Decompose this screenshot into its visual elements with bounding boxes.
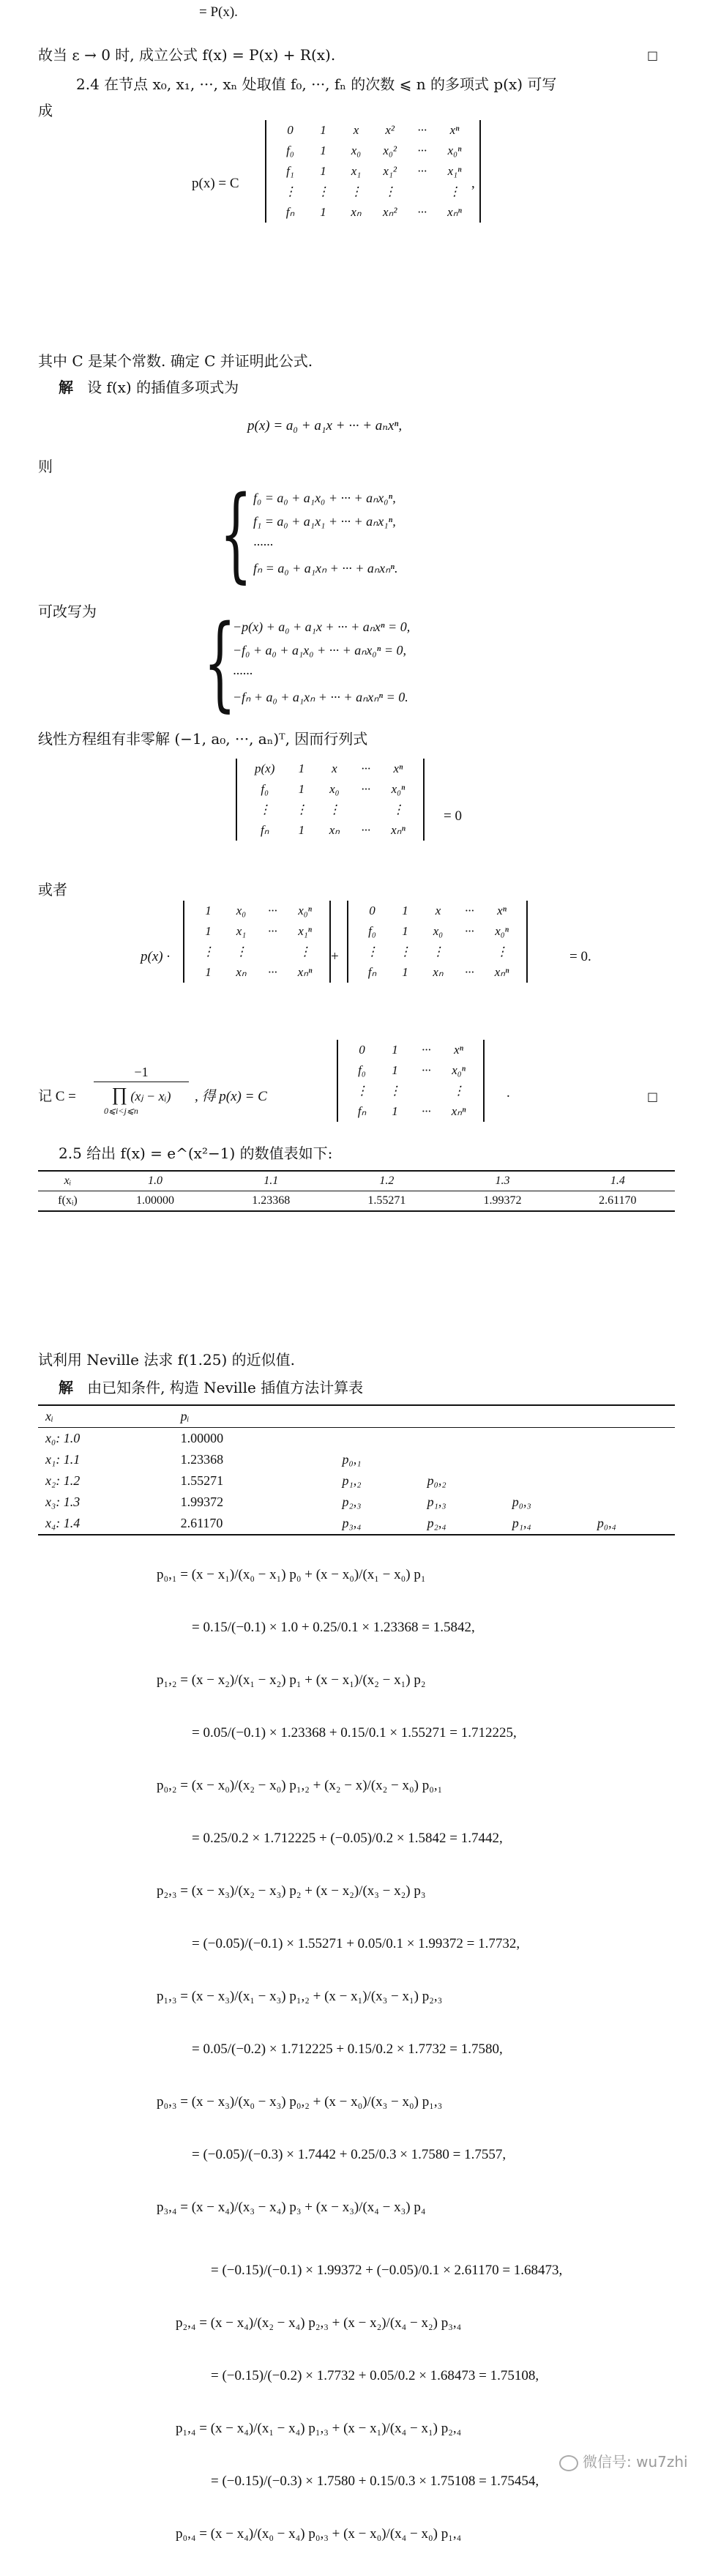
problem-2-5-ask: 试利用 Neville 法求 f(1.25) 的近似值. <box>38 1351 295 1369</box>
system-1-line: f₀ = a₀ + a₁x₀ + ··· + aₙx₀ⁿ, <box>253 491 396 505</box>
det-matrix-cell: ··· <box>361 782 371 796</box>
neville-calc-line: = 0.15/(−0.1) × 1.0 + 0.25/0.1 × 1.23368 = 1.5842, <box>192 1620 475 1635</box>
c-then: , 得 p(x) = C <box>195 1089 267 1104</box>
or1-matrix-cell: 1 <box>205 965 212 979</box>
neville-calc-1 <box>157 1564 520 2249</box>
left-brace-2: { <box>203 603 236 723</box>
c-matrix-cell: xₙⁿ <box>451 1104 466 1118</box>
neville-table-cell: x₃: 1.3 <box>45 1494 81 1509</box>
neville-calc-line: = (−0.15)/(−0.2) × 1.7732 + 0.05/0.2 × 1.68473 = 1.75108, <box>211 2368 539 2383</box>
neville-calc-line: p₁,₄ = (x − x₄)/(x₁ − x₄) p₁,₃ + (x − x₁)/(x₄ − x₁) p₂,₄ <box>176 2421 462 2436</box>
or2-matrix-row <box>356 962 519 983</box>
then-label: 则 <box>38 458 53 475</box>
neville-table <box>38 1404 675 1535</box>
or2-matrix-row <box>356 921 519 942</box>
or1-matrix-cell: x₀ⁿ <box>298 904 312 917</box>
det-matrix-row <box>244 779 416 800</box>
det-matrix-row <box>244 820 416 841</box>
det-matrix-cell: xₙ <box>329 823 340 837</box>
or2-matrix-cell: f₀ <box>368 924 376 938</box>
neville-calc-line: = 0.25/0.2 × 1.712225 + (−0.05)/0.2 × 1.5842 = 1.7442, <box>192 1831 503 1846</box>
p24-matrix-cell: x₀ⁿ <box>447 144 462 157</box>
c-matrix-row <box>345 1040 476 1060</box>
or2-matrix-cell: ⋮ <box>399 945 411 958</box>
neville-table-cell <box>420 1428 505 1450</box>
value-table-header: 1.4 <box>561 1171 675 1191</box>
neville-table-cell: p₀,₃ <box>512 1494 531 1509</box>
c-matrix-cell: ··· <box>422 1104 431 1118</box>
neville-table-row <box>38 1513 675 1535</box>
p24-matrix-row <box>274 182 472 202</box>
det-matrix-cell: ⋮ <box>258 803 272 816</box>
c-matrix <box>337 1040 485 1122</box>
or1-matrix-row <box>192 942 322 962</box>
p24-solution-line <box>59 376 710 398</box>
or2-matrix-cell: ⋮ <box>366 945 378 958</box>
or2-matrix-cell: ··· <box>465 965 474 979</box>
neville-table-cell <box>505 1449 590 1470</box>
system-2-line: −f₀ + a₀ + a₁x₀ + ··· + aₙx₀ⁿ = 0, <box>233 643 406 658</box>
p25-solution-line <box>59 1377 710 1399</box>
neville-table-cell: p₁,₄ <box>505 1513 590 1535</box>
or-eq-zero: = 0. <box>569 949 591 964</box>
det-zero-matrix <box>236 759 425 841</box>
neville-table-cell: x₁: 1.1 <box>45 1452 81 1467</box>
c-matrix-cell: ⋮ <box>389 1084 401 1098</box>
or2-matrix-cell: 1 <box>402 904 408 917</box>
p24-matrix-row <box>274 141 472 161</box>
or2-matrix-cell: xₙ <box>433 965 444 979</box>
c-matrix-cell: ⋮ <box>452 1084 466 1098</box>
system-2-line: ······ <box>233 666 253 681</box>
or2-matrix-cell: ⋮ <box>432 945 444 958</box>
neville-calc-line: p₀,₁ = (x − x₁)/(x₀ − x₁) p₀ + (x − x₀)/(x₁ − x₀) p₁ <box>157 1567 426 1582</box>
or1-matrix-cell: ··· <box>268 924 277 938</box>
det-matrix-cell: xⁿ <box>393 762 403 775</box>
neville-table-cell <box>590 1449 675 1470</box>
or1-matrix-cell: x₁ⁿ <box>298 924 312 938</box>
system-1-line: ······ <box>253 537 273 552</box>
solution-text: 设 f(x) 的插值多项式为 <box>87 379 239 396</box>
det-matrix-cell: ⋮ <box>392 803 405 816</box>
c-matrix-cell: ··· <box>422 1063 431 1077</box>
neville-calc-line: p₁,₂ = (x − x₂)/(x₁ − x₂) p₁ + (x − x₁)/(x₂ − x₁) p₂ <box>157 1672 426 1688</box>
or1-matrix-cell <box>258 942 288 962</box>
neville-table-cell <box>335 1428 419 1450</box>
neville-table-cell: x₂: 1.2 <box>45 1473 81 1488</box>
neville-table-header <box>505 1405 590 1428</box>
neville-table-cell <box>420 1449 505 1470</box>
neville-table-cell: 1.55271 <box>180 1473 224 1488</box>
c-fraction <box>94 1065 189 1117</box>
det-eq-zero: = 0 <box>444 808 462 824</box>
c-def-label: 记 C = <box>38 1089 76 1104</box>
system-1-line: fₙ = a₀ + a₁xₙ + ··· + aₙxₙⁿ. <box>253 561 398 576</box>
problem-2-5-title: 2.5 给出 f(x) = e^(x²−1) 的数值表如下: <box>59 1144 333 1162</box>
neville-calc-line: p₁,₃ = (x − x₃)/(x₁ − x₃) p₁,₂ + (x − x₁)/(x₃ − x₁) p₂,₃ <box>157 1989 443 2004</box>
or1-matrix-row <box>192 921 322 942</box>
problem-2-4-title-cont: 成 <box>38 102 53 119</box>
or2-matrix-row <box>356 901 519 921</box>
p24-matrix-cell: xₙ² <box>383 205 397 219</box>
p24-matrix-cell: ⋮ <box>350 185 362 198</box>
c-matrix-cell: ⋮ <box>356 1084 368 1098</box>
neville-table-cell: p₀,₁ <box>342 1452 362 1467</box>
p24-matrix-cell: 1 <box>320 164 326 178</box>
neville-table-cell: p₀,₄ <box>590 1513 675 1535</box>
or1-matrix-row <box>192 901 322 921</box>
p24-matrix-cell: ··· <box>417 123 427 137</box>
or2-matrix-cell: ··· <box>465 924 474 938</box>
solution-text-2: 由已知条件, 构造 Neville 插值方法计算表 <box>87 1379 364 1396</box>
c-matrix-cell: xⁿ <box>454 1043 464 1057</box>
p24-matrix-row <box>274 120 472 141</box>
continued-equation: = P(x). <box>199 4 238 20</box>
neville-calc-line: = 0.05/(−0.2) × 1.712225 + 0.15/0.2 × 1.7732 = 1.7580, <box>192 2041 503 2057</box>
or2-matrix-cell: x₀ⁿ <box>495 924 509 938</box>
p24-tail: , <box>471 176 475 191</box>
or2-matrix-cell: 0 <box>369 904 375 917</box>
neville-calc-line: p₀,₂ = (x − x₀)/(x₂ − x₀) p₁,₂ + (x₂ − x)/(x₂ − x₀) p₀,₁ <box>157 1778 443 1793</box>
p24-matrix-cell: ⋮ <box>384 185 397 198</box>
value-table-header: 1.2 <box>329 1171 444 1191</box>
or2-matrix-cell: ··· <box>465 904 474 917</box>
neville-table-header: pᵢ <box>173 1405 335 1428</box>
det-matrix-cell: 1 <box>298 762 305 775</box>
system-1 <box>253 486 397 580</box>
c-matrix-cell: 1 <box>392 1063 398 1077</box>
det-matrix-cell: f₀ <box>261 782 269 796</box>
system-2-line: −p(x) + a₀ + a₁x + ··· + aₙxⁿ = 0, <box>233 619 411 634</box>
neville-table-cell <box>590 1492 675 1513</box>
neville-calc-line: = (−0.05)/(−0.1) × 1.55271 + 0.05/0.1 × 1.99372 = 1.7732, <box>192 1936 520 1951</box>
system-1-line: f₁ = a₀ + a₁x₁ + ··· + aₙx₁ⁿ, <box>253 514 396 529</box>
det-matrix-cell: xₙⁿ <box>391 823 406 837</box>
wechat-icon <box>559 2455 578 2471</box>
p24-matrix-cell: x² <box>385 123 395 137</box>
value-table-cell: 1.99372 <box>444 1191 560 1212</box>
neville-table-cell: 1.99372 <box>180 1494 224 1509</box>
p24-matrix-cell: x <box>353 123 359 137</box>
neville-table-row <box>38 1428 675 1450</box>
det-matrix-cell: x₀ <box>329 782 340 796</box>
p24-matrix-cell: 1 <box>320 205 326 219</box>
system-2 <box>233 615 410 709</box>
neville-table-cell <box>505 1428 590 1450</box>
or2-matrix-row <box>356 942 519 962</box>
det-matrix-cell: ··· <box>361 823 371 837</box>
conclusion-line: 故当 ε → 0 时, 成立公式 f(x) = P(x) + R(x). <box>38 46 336 64</box>
p24-after-text: 其中 C 是某个常数. 确定 C 并证明此公式. <box>38 352 313 370</box>
c-matrix-cell: f₀ <box>358 1063 366 1077</box>
neville-calc-line: p₂,₃ = (x − x₃)/(x₂ − x₃) p₂ + (x − x₂)/(x₃ − x₂) p₃ <box>157 1883 426 1899</box>
det-matrix-row <box>244 759 416 779</box>
neville-table-cell: p₂,₃ <box>342 1494 362 1509</box>
p24-matrix-cell: f₁ <box>286 164 294 178</box>
system-2-line: −fₙ + a₀ + a₁xₙ + ··· + aₙxₙⁿ = 0. <box>233 690 408 704</box>
or1-matrix-cell: 1 <box>205 904 212 917</box>
interp-poly: p(x) = a₀ + a₁x + ··· + aₙxⁿ, <box>247 418 403 433</box>
neville-table-cell: 1.23368 <box>180 1452 224 1467</box>
det-matrix-cell: fₙ <box>260 823 269 837</box>
neville-table-cell <box>590 1428 675 1450</box>
qed-mark: □ <box>647 48 659 62</box>
p24-matrix-cell: 1 <box>320 123 326 137</box>
or2-matrix-cell: x₀ <box>433 924 444 938</box>
det-matrix-cell: ⋮ <box>295 803 308 816</box>
p24-matrix-cell: ⋮ <box>448 185 461 198</box>
det-matrix-cell: 1 <box>298 823 305 837</box>
neville-table-row <box>38 1470 675 1492</box>
or1-matrix-cell: xₙⁿ <box>297 965 313 979</box>
p24-matrix-cell: x₁ <box>351 164 362 178</box>
or2-matrix-cell: 1 <box>402 924 408 938</box>
p24-matrix-cell: fₙ <box>285 205 295 219</box>
neville-calc-line: = (−0.05)/(−0.3) × 1.7442 + 0.25/0.3 × 1.7580 = 1.7557, <box>192 2147 507 2162</box>
neville-table-cell: p₃,₄ <box>335 1513 419 1535</box>
c-matrix-cell: 1 <box>392 1043 398 1057</box>
det-matrix-cell: ··· <box>361 762 371 775</box>
or1-matrix-cell: ⋮ <box>202 945 214 958</box>
neville-table-cell: x₀: 1.0 <box>38 1428 173 1450</box>
det-matrix-row <box>244 800 416 820</box>
neville-table-header <box>335 1405 419 1428</box>
value-table-cell: 1.23368 <box>213 1191 329 1212</box>
p24-matrix-cell: x₀ <box>351 144 362 157</box>
qed-mark-2: □ <box>647 1090 659 1103</box>
neville-table-cell: p₁,₂ <box>342 1473 362 1488</box>
value-table-cell: 1.55271 <box>329 1191 444 1212</box>
neville-table-cell: p₀,₂ <box>427 1473 446 1488</box>
neville-table-row <box>38 1449 675 1470</box>
watermark-text: 微信号: wu7zhi <box>583 2453 688 2471</box>
or-matrix-1 <box>183 901 331 983</box>
p24-matrix-cell: xₙⁿ <box>447 205 462 219</box>
c-matrix-cell: fₙ <box>357 1104 367 1118</box>
neville-calc-line: p₂,₄ = (x − x₄)/(x₂ − x₄) p₂,₃ + (x − x₂)/(x₄ − x₂) p₃,₄ <box>176 2315 462 2331</box>
c-numerator: −1 <box>94 1065 189 1082</box>
p24-matrix-cell: xⁿ <box>449 123 460 137</box>
p24-matrix-cell: ⋮ <box>284 185 296 198</box>
p24-matrix-cell: 0 <box>287 123 294 137</box>
product-symbol: ∏ <box>111 1084 127 1105</box>
c-matrix-row <box>345 1060 476 1081</box>
problem-2-4-title: 2.4 在节点 x₀, x₁, ···, xₙ 处取值 f₀, ···, fₙ 的次数 ⩽ n 的多项式 p(x) 可写 <box>76 75 557 93</box>
value-table-header: 1.3 <box>444 1171 560 1191</box>
or2-matrix-cell <box>455 942 485 962</box>
det-matrix-cell: p(x) <box>255 762 275 775</box>
left-brace-1: { <box>220 474 253 594</box>
neville-table-cell: 2.61170 <box>173 1513 335 1535</box>
wechat-watermark <box>559 2450 688 2471</box>
or-lhs: p(x) · <box>141 949 171 964</box>
c-matrix-cell: ··· <box>422 1043 431 1057</box>
value-table-cell: f(xᵢ) <box>38 1191 97 1212</box>
p24-matrix-cell: ··· <box>417 205 427 219</box>
or2-matrix-cell: xⁿ <box>497 904 507 917</box>
p24-matrix-cell: ⋮ <box>317 185 329 198</box>
or1-matrix-cell: ⋮ <box>235 945 247 958</box>
or-matrix-2 <box>347 901 528 983</box>
p24-matrix-row <box>274 202 472 223</box>
neville-table-cell <box>590 1470 675 1492</box>
value-table-cell: 2.61170 <box>561 1191 675 1212</box>
neville-calc-line: p₃,₄ = (x − x₄)/(x₃ − x₄) p₃ + (x − x₃)/(x₄ − x₃) p₄ <box>157 2200 426 2215</box>
solution-label-2: 解 <box>59 1379 73 1396</box>
or1-matrix-cell: ⋮ <box>299 945 312 958</box>
p24-matrix-cell: x₁ⁿ <box>447 164 462 178</box>
neville-calc-2 <box>176 2260 562 2576</box>
p24-matrix-cell: 1 <box>320 144 326 157</box>
neville-calc-line: = 0.05/(−0.1) × 1.23368 + 0.15/0.1 × 1.55271 = 1.712225, <box>192 1725 517 1741</box>
p24-lhs: p(x) = C <box>192 176 239 191</box>
p24-matrix-cell: x₀² <box>383 144 397 157</box>
or-label: 或者 <box>38 881 67 898</box>
value-table <box>38 1170 675 1212</box>
neville-table-cell: p₁,₃ <box>427 1494 446 1509</box>
c-subscript: 0⩽i<j⩽n <box>104 1106 138 1116</box>
or1-matrix-cell: xₙ <box>236 965 247 979</box>
p24-matrix-cell: ··· <box>417 144 427 157</box>
p24-matrix-cell: ··· <box>417 164 427 178</box>
neville-calc-line: p₀,₄ = (x − x₄)/(x₀ − x₄) p₀,₃ + (x − x₀)/(x₄ − x₀) p₁,₄ <box>176 2526 462 2542</box>
det-matrix-cell: 1 <box>298 782 305 796</box>
or1-matrix-cell: x₁ <box>236 924 247 938</box>
c-tail: . <box>507 1085 510 1101</box>
p24-matrix-cell: xₙ <box>351 205 362 219</box>
value-table-header: 1.1 <box>213 1171 329 1191</box>
c-matrix-cell: 1 <box>392 1104 398 1118</box>
c-matrix-row <box>345 1081 476 1101</box>
or1-matrix-cell: ··· <box>268 965 277 979</box>
c-denominator <box>94 1082 189 1106</box>
det-matrix-cell: x₀ⁿ <box>391 782 406 796</box>
solution-label: 解 <box>59 379 73 396</box>
c-matrix-row <box>345 1101 476 1122</box>
neville-table-cell <box>505 1470 590 1492</box>
p24-matrix-cell <box>407 182 437 202</box>
or1-matrix-row <box>192 962 322 983</box>
p24-matrix-cell: x₁² <box>383 164 397 178</box>
rewrite-label: 可改写为 <box>38 603 97 620</box>
det-matrix-cell <box>351 800 381 820</box>
p24-matrix-row <box>274 161 472 182</box>
or1-matrix-cell: 1 <box>205 924 212 938</box>
or2-matrix-cell: xₙⁿ <box>494 965 509 979</box>
or2-matrix-cell: x <box>435 904 441 917</box>
nonzero-solution-text: 线性方程组有非零解 (−1, a₀, ···, aₙ)ᵀ, 因而行列式 <box>38 730 368 748</box>
neville-calc-line: p₀,₃ = (x − x₃)/(x₀ − x₃) p₀,₂ + (x − x₀)/(x₃ − x₀) p₁,₃ <box>157 2094 443 2110</box>
neville-table-cell: 1.00000 <box>173 1428 335 1450</box>
c-matrix-cell: 0 <box>359 1043 365 1057</box>
neville-table-cell: p₂,₄ <box>420 1513 505 1535</box>
neville-table-header <box>590 1405 675 1428</box>
or-plus: + <box>331 949 339 964</box>
or2-matrix-cell: ⋮ <box>496 945 509 958</box>
neville-calc-line: = (−0.15)/(−0.1) × 1.99372 + (−0.05)/0.1 × 2.61170 = 1.68473, <box>211 2263 563 2278</box>
c-matrix-cell: x₀ⁿ <box>452 1063 466 1077</box>
value-table-header: xᵢ <box>38 1171 97 1191</box>
value-table-header: 1.0 <box>97 1171 213 1191</box>
det-matrix-cell: x <box>332 762 337 775</box>
neville-table-header <box>420 1405 505 1428</box>
or2-matrix-cell: fₙ <box>367 965 377 979</box>
neville-table-header: xᵢ <box>38 1405 173 1428</box>
p24-determinant <box>265 120 481 223</box>
det-matrix-cell: ⋮ <box>328 803 341 816</box>
neville-table-cell: x₄: 1.4 <box>38 1513 173 1535</box>
c-matrix-cell <box>411 1081 441 1101</box>
neville-table-row <box>38 1492 675 1513</box>
or2-matrix-cell: 1 <box>402 965 408 979</box>
p24-matrix-cell: f₀ <box>286 144 294 157</box>
or1-matrix-cell: x₀ <box>236 904 247 917</box>
or1-matrix-cell: ··· <box>268 904 277 917</box>
neville-calc-line: = (−0.15)/(−0.3) × 1.7580 + 0.15/0.3 × 1.75108 = 1.75454, <box>211 2473 539 2489</box>
c-den-term: (xⱼ − xᵢ) <box>130 1089 171 1103</box>
value-table-cell: 1.00000 <box>97 1191 213 1212</box>
